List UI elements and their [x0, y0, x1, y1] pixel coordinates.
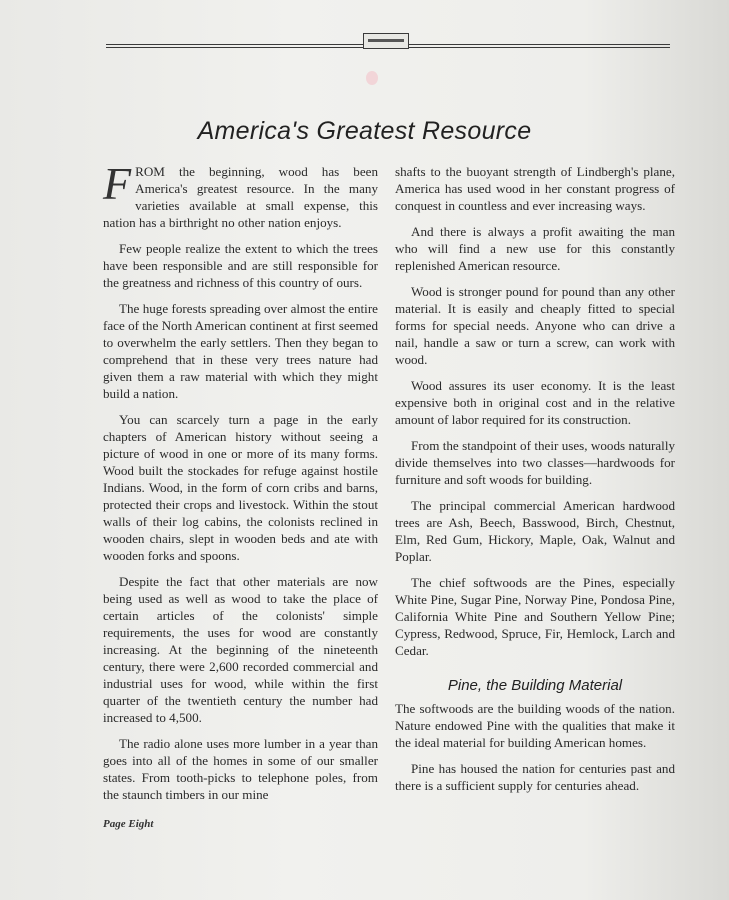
paragraph: The radio alone uses more lumber in a year than goes into all of the homes in some of our smaller states. From tooth-picks to telephone poles, from the staunch timbers in our mine [103, 736, 378, 802]
page-number: Page Eight [103, 818, 154, 830]
paragraph: From the standpoint of their uses, woods naturally divide themselves into two classes—hardwoods for furniture and soft woods for building. [395, 438, 675, 487]
paper-stain [366, 71, 378, 85]
paragraph: You can scarcely turn a page in the early chapters of American history without seeing a picture of wood in one or more of its many forms. Wood built the stockades for refuge against hostile Indians. Wood, in the form of corn cribs and barns, protected their crops and livestock. Within the stout walls of their log cabins, the colonists reclined in wooden chairs, slept in wooden beds and ate with wooden forks and spoons. [103, 412, 378, 563]
paragraph: FROM the beginning, wood has been America's greatest resource. In the many varieties available at small expense, this nation has a birthright no other nation enjoys. [103, 158, 378, 230]
right-column [395, 163, 675, 803]
left-column [103, 158, 378, 812]
paragraph: Pine has housed the nation for centuries past and there is a sufficient supply for centuries ahead. [395, 761, 675, 793]
paragraph: Wood assures its user economy. It is the least expensive both in original cost and in the relative amount of labor required for its construction. [395, 378, 675, 427]
paragraph: The principal commercial American hardwood trees are Ash, Beech, Basswood, Birch, Chestnut, Elm, Red Gum, Hickory, Maple, Oak, Walnut and Poplar. [395, 498, 675, 564]
header-ornament [363, 33, 409, 49]
paragraph: And there is always a profit awaiting the man who will find a new use for this constantly replenished American resource. [395, 224, 675, 273]
drop-cap: F [103, 158, 132, 209]
paragraph: shafts to the buoyant strength of Lindbergh's plane, America has used wood in her constant progress of conquest in countless and ever increasing ways. [395, 164, 675, 213]
paragraph: Few people realize the extent to which the trees have been responsible and are still responsible for the greatness and richness of this country of ours. [103, 241, 378, 290]
paragraph: The softwoods are the building woods of the nation. Nature endowed Pine with the qualities that make it the ideal material for building American homes. [395, 701, 675, 750]
paragraph: Despite the fact that other materials are now being used as well as wood to take the place of certain articles of the colonists' simple requirements, the uses for wood are constantly increasing. At the beginning of the nineteenth century, there were 2,600 recorded commercial and industrial uses for wood, while within the first quarter of the twentieth century the number had increased to 4,500. [103, 574, 378, 725]
paragraph: The chief softwoods are the Pines, especially White Pine, Sugar Pine, Norway Pine, Pondosa Pine, California White Pine and Southern Yellow Pine; Cypress, Redwood, Spruce, Fir, Hemlock, Larch and Cedar. [395, 575, 675, 658]
paragraph: Wood is stronger pound for pound than any other material. It is easily and cheaply fitted to special forms for special needs. Anyone who can drive a nail, handle a saw or turn a screw, can work with wood. [395, 284, 675, 367]
section-subheading: Pine, the Building Material [447, 677, 623, 694]
paragraph: The huge forests spreading over almost the entire face of the North American continent at first seemed to overwhelm the early settlers. Then they began to comprehend that in these very trees nature had given them a raw material with which they might build a nation. [103, 301, 378, 401]
page-title: America's Greatest Resource [197, 117, 532, 145]
